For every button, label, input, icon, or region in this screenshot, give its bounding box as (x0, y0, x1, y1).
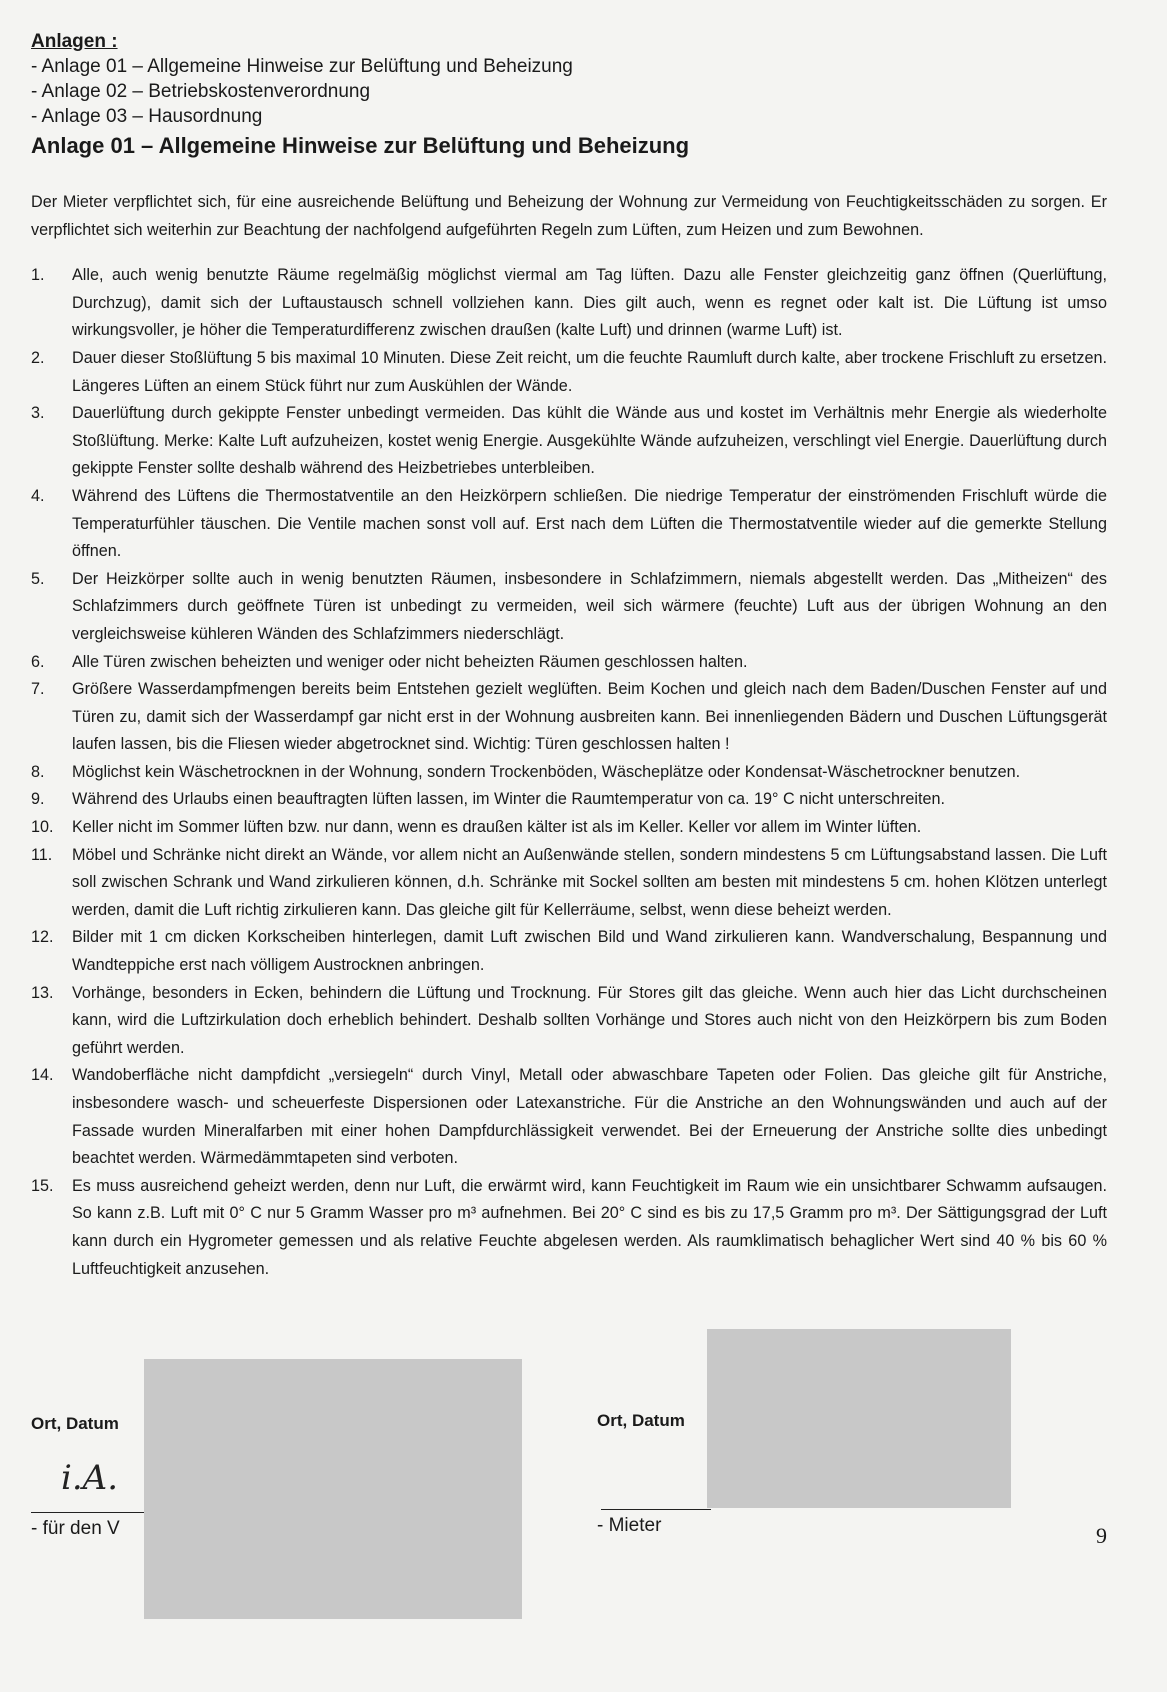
rule-number: 6. (31, 652, 45, 671)
rule-item (31, 262, 1107, 345)
rule-text: Während des Urlaubs einen beauftragten lüften lassen, im Winter die Raumtemperatur von ca. 19° C nicht unterschreiten. (72, 790, 945, 809)
landlord-role-label: - für den V (31, 1518, 120, 1539)
annexes-list (31, 54, 1107, 129)
redaction-box-tenant (707, 1329, 1011, 1508)
rule-text: Vorhänge, besonders in Ecken, behindern die Lüftung und Trocknung. Für Stores gilt das gleiche. Wenn auch hier das Licht durchscheinen kann, wird die Luftzirkulation doch erheblich behindert. Deshalb sollten Vorhänge und Stores auch nicht von den Heizkörpern bis zum Boden geführt werden. (72, 983, 1107, 1057)
rule-number: 9. (31, 790, 45, 809)
page-number: 9 (1096, 1523, 1107, 1548)
rule-number: 14. (31, 1066, 54, 1085)
rule-number: 7. (31, 680, 45, 699)
rule-item (31, 676, 1107, 759)
rule-number: 13. (31, 983, 54, 1002)
rule-item (31, 566, 1107, 649)
rule-number: 1. (31, 266, 45, 285)
rule-text: Dauer dieser Stoßlüftung 5 bis maximal 10 Minuten. Diese Zeit reicht, um die feuchte Raumluft durch kalte, aber trockene Frischluft zu ersetzen. Längeres Lüften an einem Stück führt nur zum Auskühlen der Wände. (72, 348, 1107, 395)
annexes-heading: Anlagen : (31, 31, 118, 52)
annex-item: - Anlage 03 – Hausordnung (31, 106, 263, 127)
rule-number: 15. (31, 1176, 54, 1195)
rule-text: Alle, auch wenig benutzte Räume regelmäßig möglichst viermal am Tag lüften. Dazu alle Fenster gleichzeitig ganz öffnen (Querlüftung, Durchzug), damit sich der Luftaustausch schnell vollziehen kann. Dies gilt auch, wenn es regnet oder kalt ist. Die Lüftung ist umso wirkungsvoller, je höher die Temperaturdifferenz zwischen draußen (kalte Luft) und drinnen (warme Luft) ist. (72, 266, 1107, 340)
rule-number: 5. (31, 569, 45, 588)
rule-item (31, 842, 1107, 925)
rule-text: Alle Türen zwischen beheizten und weniger oder nicht beheizten Räumen geschlossen halten. (72, 652, 748, 671)
tenant-place-date-label: Ort, Datum (597, 1411, 685, 1430)
annex-item: - Anlage 02 – Betriebskostenverordnung (31, 81, 371, 102)
rule-item (31, 759, 1107, 787)
rule-item (31, 345, 1107, 400)
rule-text: Während des Lüftens die Thermostatventile an den Heizkörpern schließen. Die niedrige Temperatur der einströmenden Frischluft würde die Temperaturfühler täuschen. Die Ventile machen sonst voll auf. Erst nach dem Lüften die Thermostatventile wieder auf die gemerkte Stellung öffnen. (72, 486, 1107, 561)
rule-text: Keller nicht im Sommer lüften bzw. nur dann, wenn es draußen kälter ist als im Keller. Keller vor allem im Winter lüften. (72, 818, 922, 837)
rule-text: Größere Wasserdampfmengen bereits beim Entstehen gezielt weglüften. Beim Kochen und gleich nach dem Baden/Duschen Fenster auf und Türen zu, damit sich der Wasserdampf gar nicht erst in der Wohnung ausbreiten kann. Bei innenliegenden Bädern und Duschen Lüftungsgerät laufen lassen, bis die Fliesen wieder abgetrocknet sind. Wichtig: Türen geschlossen halten ! (72, 680, 1107, 754)
redaction-box-landlord (144, 1359, 522, 1619)
intro-paragraph: Der Mieter verpflichtet sich, für eine ausreichende Belüftung und Beheizung der Wohnung zur Vermeidung von Feuchtigkeitsschäden zu sorgen. Er verpflichtet sich weiterhin zur Beachtung der nachfolgend aufgeführten Regeln zum Lüften, zum Heizen und zum Bewohnen. (31, 193, 1107, 239)
rule-number: 12. (31, 928, 54, 947)
rule-item (31, 814, 1107, 842)
landlord-signature-line (31, 1512, 161, 1513)
landlord-place-date-label: Ort, Datum (31, 1414, 119, 1433)
rule-item (31, 924, 1107, 979)
rule-number: 8. (31, 762, 45, 781)
rule-text: Der Heizkörper sollte auch in wenig benutzten Räumen, insbesondere in Schlafzimmern, niemals abgestellt werden. Das „Mitheizen“ des Schlafzimmers durch geöffnete Türen ist unbedingt zu vermeiden, weil sich wärmere (feuchte) Luft aus der übrigen Wohnung an den vergleichsweise kühleren Wänden des Schlafzimmers niederschlägt. (72, 569, 1107, 643)
rule-number: 4. (31, 486, 45, 505)
document-body (31, 30, 1107, 1539)
rule-number: 11. (31, 845, 53, 864)
tenant-signature-line (601, 1509, 711, 1510)
page-title: Anlage 01 – Allgemeine Hinweise zur Belüftung und Beheizung (31, 133, 690, 158)
rule-text: Dauerlüftung durch gekippte Fenster unbedingt vermeiden. Das kühlt die Wände aus und kostet im Verhältnis mehr Energie als wiederholte Stoßlüftung. Merke: Kalte Luft aufzuheizen, kostet wenig Energie. Ausgekühlte Wände aufzuheizen, verschlingt viel Energie. Dauerlüftung durch gekippte Fenster sollte deshalb während des Heizbetriebes unterbleiben. (72, 404, 1107, 478)
rule-text: Wandoberfläche nicht dampfdicht „versiegeln“ durch Vinyl, Metall oder abwaschbare Tapeten oder Folien. Das gleiche gilt für Anstriche, insbesondere wasch- und scheuerfeste Dispersionen oder Latexanstriche. Für die Anstriche an den Wohnungswänden und auch auf der Fassade wurden Mineralfarben mit einer hohen Dampfdurchlässigkeit verwendet. Bei der Erneuerung der Anstriche sollte dies unbedingt beachtet werden. Wärmedämmtapeten sind verboten. (72, 1066, 1107, 1168)
rule-item (31, 1062, 1107, 1172)
rule-text: Bilder mit 1 cm dicken Korkscheiben hinterlegen, damit Luft zwischen Bild und Wand zirkulieren kann. Wandverschalung, Bespannung und Wandteppiche erst nach völligem Austrocknen anbringen. (72, 928, 1107, 975)
rule-number: 3. (31, 404, 45, 423)
rule-number: 2. (31, 348, 45, 367)
rule-item (31, 980, 1107, 1063)
rule-text: Es muss ausreichend geheizt werden, denn nur Luft, die erwärmt wird, kann Feuchtigkeit im Raum wie ein unsichtbarer Schwamm aufsaugen. So kann z.B. Luft mit 0° C nur 5 Gramm Wasser pro m³ aufnehmen. Bei 20° C sind es bis zu 17,5 Gramm pro m³. Der Sättigungsgrad der Luft kann durch ein Hygrometer gemessen und als relative Feuchte abgelesen werden. Als raumklimatisch behaglicher Wert sind 40 % bis 60 % Luftfeuchtigkeit anzusehen. (72, 1176, 1107, 1278)
rule-text: Möglichst kein Wäschetrocknen in der Wohnung, sondern Trockenböden, Wäscheplätze oder Kondensat-Wäschetrockner benutzen. (72, 762, 1021, 781)
rule-item (31, 1173, 1107, 1283)
rule-item (31, 400, 1107, 483)
rule-item (31, 483, 1107, 566)
tenant-role-label: - Mieter (597, 1515, 662, 1536)
landlord-signature: i.A. (61, 1458, 119, 1498)
rule-item (31, 786, 1107, 814)
rule-number: 10. (31, 818, 54, 837)
rule-item (31, 649, 1107, 677)
rules-list (31, 262, 1107, 1283)
annex-item: - Anlage 01 – Allgemeine Hinweise zur Belüftung und Beheizung (31, 56, 573, 77)
rule-text: Möbel und Schränke nicht direkt an Wände, vor allem nicht an Außenwände stellen, sondern mindestens 5 cm Lüftungsabstand lassen. Die Luft soll zwischen Schrank und Wand zirkulieren können, d.h. Schränke mit Sockel sollten am besten mit mindestens 5 cm. hohen Klötzen unterlegt werden, damit die Luft richtig zirkulieren kann. Das gleiche gilt für Kellerräume, selbst, wenn diese beheizt werden. (72, 845, 1107, 919)
